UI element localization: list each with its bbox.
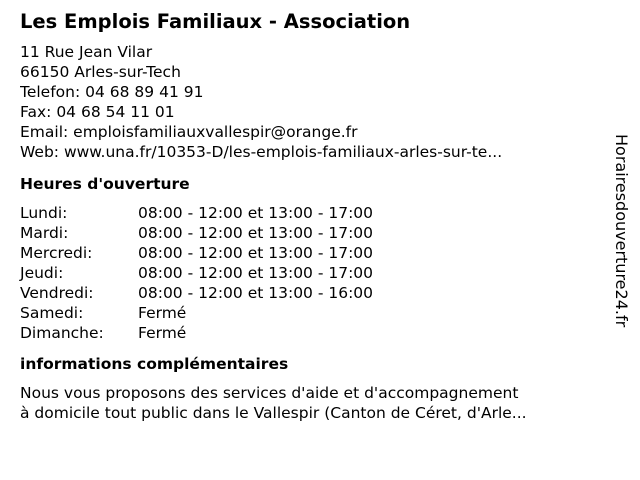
email-address: Email: emploisfamiliauxvallespir@orange.fr	[20, 123, 358, 141]
hours-time: 08:00 - 12:00 et 13:00 - 17:00	[138, 264, 374, 282]
hours-day: Lundi:	[20, 204, 68, 222]
website-url: Web: www.una.fr/10353-D/les-emplois-familiaux-arles-sur-te...	[20, 143, 503, 161]
additional-info-line-1: Nous vous proposons des services d'aide et d'accompagnement	[20, 384, 519, 402]
hours-row-thursday	[20, 263, 600, 283]
fax-number: Fax: 04 68 54 11 01	[20, 103, 175, 121]
additional-info-line-2: à domicile tout public dans le Vallespir (Canton de Céret, d'Arle...	[20, 404, 527, 422]
address-street: 11 Rue Jean Vilar	[20, 43, 153, 61]
hours-time: 08:00 - 12:00 et 13:00 - 17:00	[138, 204, 374, 222]
hours-day: Mercredi:	[20, 244, 93, 262]
hours-time: 08:00 - 12:00 et 13:00 - 16:00	[138, 284, 374, 302]
hours-row-tuesday	[20, 223, 600, 243]
hours-day: Samedi:	[20, 304, 84, 322]
hours-row-friday	[20, 283, 600, 303]
hours-day: Jeudi:	[20, 264, 64, 282]
hours-time: 08:00 - 12:00 et 13:00 - 17:00	[138, 224, 374, 242]
phone-number: Telefon: 04 68 89 41 91	[20, 83, 204, 101]
opening-hours-list	[20, 203, 600, 343]
business-card	[20, 10, 600, 423]
hours-row-monday	[20, 203, 600, 223]
site-watermark: Horairesdouverture24.fr	[612, 134, 631, 328]
opening-hours-heading: Heures d'ouverture	[20, 175, 190, 193]
hours-day: Mardi:	[20, 224, 69, 242]
hours-day: Vendredi:	[20, 284, 94, 302]
hours-day: Dimanche:	[20, 324, 104, 342]
business-name: Les Emplois Familiaux - Association	[20, 10, 411, 33]
additional-info-heading: informations complémentaires	[20, 355, 289, 373]
hours-time: Fermé	[138, 324, 187, 342]
hours-row-wednesday	[20, 243, 600, 263]
hours-time: 08:00 - 12:00 et 13:00 - 17:00	[138, 244, 374, 262]
hours-row-sunday	[20, 323, 600, 343]
address-city: 66150 Arles-sur-Tech	[20, 63, 181, 81]
hours-row-saturday	[20, 303, 600, 323]
hours-time: Fermé	[138, 304, 187, 322]
